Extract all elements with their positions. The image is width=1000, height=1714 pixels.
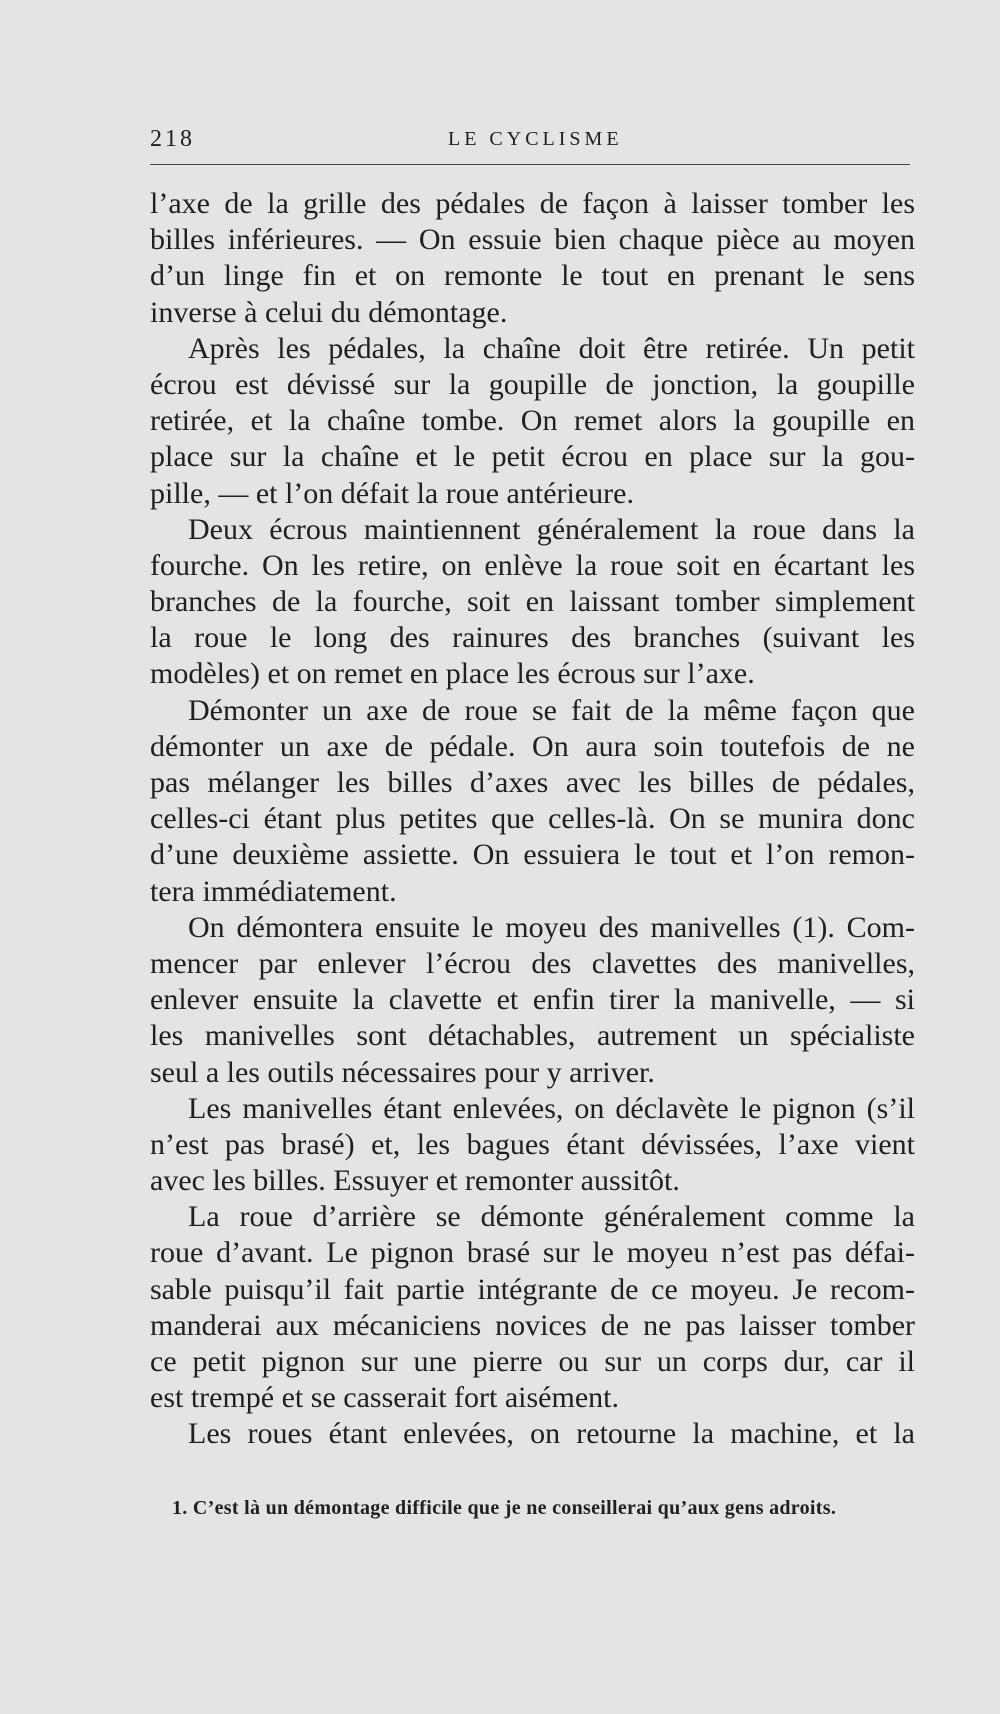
text-line	[150, 620, 915, 656]
text-line-content: Les roues étant enlevées, on retourne la machine, et la	[188, 1417, 915, 1451]
text-line	[150, 729, 915, 765]
text-line-content: l’axe de la grille des pédales de façon à laisser tomber les	[150, 187, 915, 220]
text-line	[150, 837, 915, 873]
text-line	[150, 1018, 915, 1054]
text-line	[150, 693, 915, 729]
text-line	[150, 1344, 915, 1380]
text-line-content: Les manivelles étant enlevées, on déclavète le pignon (s’il	[188, 1091, 915, 1125]
text-line	[150, 258, 915, 294]
text-line-content: La roue d’arrière se démonte généralement comme la	[188, 1200, 915, 1234]
text-line	[150, 1308, 915, 1344]
text-line-content: celles-ci étant plus petites que celles-là. On se munira donc	[150, 802, 915, 836]
text-line-content: roue d’avant. Le pignon brasé sur le moyeu n’est pas défai-	[150, 1236, 915, 1270]
body-text	[150, 186, 915, 1453]
text-line-content: d’une deuxième assiette. On essuiera le tout et l’on remon-	[150, 838, 915, 872]
text-line	[150, 910, 915, 946]
text-line-content: place sur la chaîne et le petit écrou en place sur la gou-	[150, 440, 915, 474]
text-line	[150, 439, 915, 475]
text-line	[150, 1235, 915, 1271]
text-line-content: tera immédiatement.	[150, 874, 397, 908]
text-line-content: inverse à celui du démontage.	[150, 295, 508, 329]
text-line-content: sable puisqu’il fait partie intégrante de ce moyeu. Je recom-	[150, 1272, 915, 1306]
text-line-content: Après les pédales, la chaîne doit être retirée. Un petit	[188, 331, 915, 365]
text-line-content: fourche. On les retire, on enlève la roue soit en écartant les	[150, 548, 915, 582]
text-line-content: modèles) et on remet en place les écrous sur l’axe.	[150, 657, 755, 691]
text-line	[150, 874, 915, 910]
text-line-content: n’est pas brasé) et, les bagues étant dévissées, l’axe vient	[150, 1127, 915, 1161]
text-line-content: seul a les outils nécessaires pour y arriver.	[150, 1055, 655, 1089]
text-line	[150, 946, 915, 982]
text-line-content: ce petit pignon sur une pierre ou sur un corps dur, car il	[150, 1345, 915, 1378]
text-line	[150, 548, 915, 584]
text-line	[150, 1091, 915, 1127]
header-rule	[150, 164, 910, 165]
text-line-content: la roue le long des rainures des branches (suivant les	[150, 621, 915, 655]
text-line-content: Démonter un axe de roue se fait de la même façon que	[188, 693, 915, 727]
text-line-content: Deux écrous maintiennent généralement la roue dans la	[188, 512, 915, 546]
text-line	[150, 295, 915, 331]
text-line	[150, 1380, 915, 1416]
text-line-content: est trempé et se casserait fort aisément.	[150, 1381, 619, 1415]
text-line	[150, 186, 915, 222]
text-line-content: mencer par enlever l’écrou des clavettes des manivelles,	[150, 946, 915, 980]
text-line	[150, 1416, 915, 1452]
text-line-content: démonter un axe de pédale. On aura soin toutefois de ne	[150, 729, 915, 763]
running-head: LE CYCLISME	[448, 128, 623, 150]
text-line-content: avec les billes. Essuyer et remonter aussitôt.	[150, 1164, 680, 1198]
text-line	[150, 584, 915, 620]
text-line-content: billes inférieures. — On essuie bien chaque pièce au moyen	[150, 223, 915, 257]
text-line	[150, 1272, 915, 1308]
text-line	[150, 476, 915, 512]
text-line-content: manderai aux mécaniciens novices de ne pas laisser tomber	[150, 1308, 915, 1342]
text-line	[150, 331, 915, 367]
footnote: 1. C’est là un démontage difficile que je ne conseillerai qu’aux gens adroits.	[172, 1497, 837, 1519]
text-line	[150, 367, 915, 403]
text-line	[150, 1127, 915, 1163]
text-line-content: On démontera ensuite le moyeu des manivelles (1). Com-	[188, 910, 915, 944]
text-line	[150, 982, 915, 1018]
text-line-content: branches de la fourche, soit en laissant tomber simplement	[150, 585, 915, 619]
text-line	[150, 222, 915, 258]
text-line-content: d’un linge fin et on remonte le tout en prenant le sens	[150, 259, 915, 293]
text-line-content: écrou est dévissé sur la goupille de jonction, la goupille	[150, 367, 915, 401]
text-line	[150, 403, 915, 439]
text-line	[150, 1163, 915, 1199]
text-line-content: pas mélanger les billes d’axes avec les billes de pédales,	[150, 766, 915, 799]
text-line-content: pille, — et l’on défait la roue antérieure.	[150, 476, 634, 510]
page-header	[150, 126, 910, 162]
text-line	[150, 801, 915, 837]
text-line-content: enlever ensuite la clavette et enfin tirer la manivelle, — si	[150, 983, 915, 1017]
text-line-content: retirée, et la chaîne tombe. On remet alors la goupille en	[150, 404, 915, 438]
text-line	[150, 512, 915, 548]
text-line	[150, 765, 915, 801]
text-line	[150, 656, 915, 692]
page-number: 218	[150, 126, 195, 152]
text-line-content: les manivelles sont détachables, autrement un spécialiste	[150, 1019, 915, 1053]
text-line	[150, 1055, 915, 1091]
text-line	[150, 1199, 915, 1235]
